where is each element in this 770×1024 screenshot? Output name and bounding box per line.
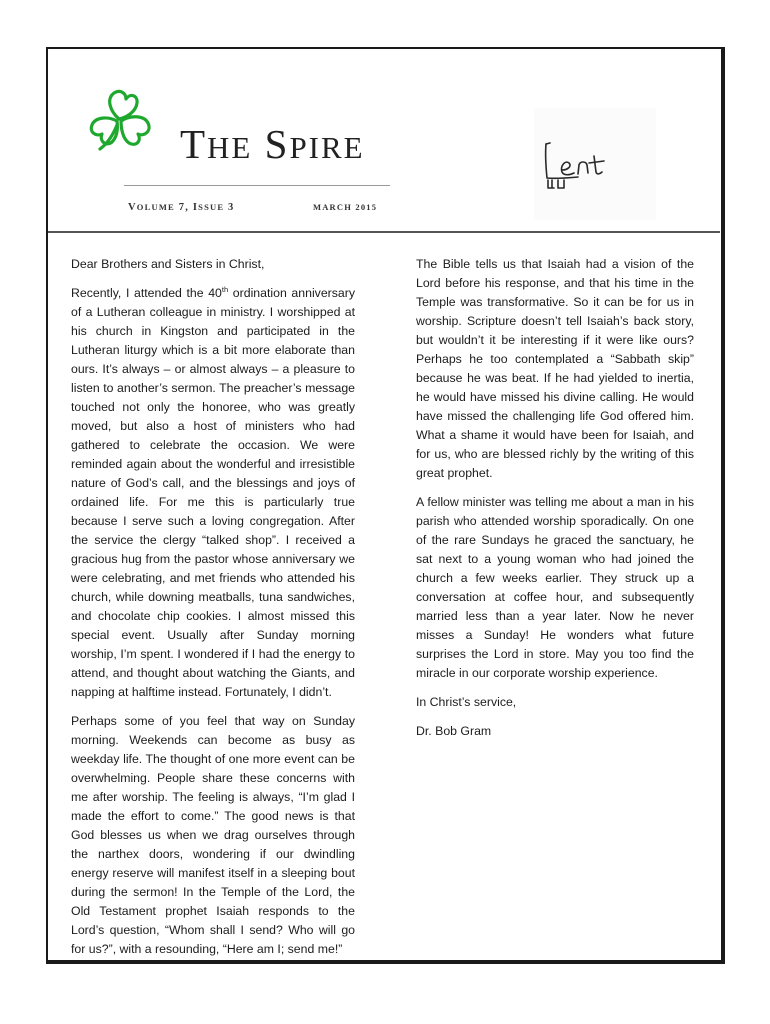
salutation: Dear Brothers and Sisters in Christ, — [71, 257, 265, 271]
letter-column-left — [71, 255, 355, 969]
paragraph-4: A fellow minister was telling me about a man in his parish who attended worship sporadically. On one of the rare Sundays he graced the sanctuary, he sat next to a young woman who had joined the church a few weeks earlier. They struck up a conversation at coffee hour, and subsequently married less than a year later. Now he never misses a Sunday! He wonders what future surprises the Lord in store. May you too find the miracle in our corporate worship experience. — [416, 495, 694, 680]
header-divider — [48, 231, 720, 233]
closing: In Christ’s service, — [416, 695, 517, 709]
shamrock-leaf-right — [121, 117, 149, 145]
paragraph-1: Recently, I attended the 40th ordination anniversary of a Lutheran colleague in ministry. I worshipped at his church in Kingston and participated in the Lutheran liturgy which is a bit more elaborate than ours. It’s always – or almost always – a pleasure to listen to another’s sermon. The preacher’s message touched not only the honoree, who was greatly moved, but also a host of ministers who had gathered to celebrate the occasion. We were reminded again about the wonderful and irresistible nature of God’s call, and the blessings and joys of ordained life. For me this is particularly true because I serve such a loving congregation. After the service the clergy “talked shop”. I received a gracious hug from the pastor whose anniversary we were celebrating, and met friends who attended his church, while downing meatballs, tuna sandwiches, and chocolate chip cookies. I almost missed this special event. Usually after Sunday morning worship, I’m spent. I wondered if I had the energy to attend, and thought about watching the Giants, and napping at halftime instead. Fortunately, I didn’t. — [71, 284, 355, 699]
masthead-divider — [124, 185, 390, 186]
shamrock-leaf-top — [110, 91, 137, 119]
issue-date: MARCH 2015 — [313, 202, 378, 212]
volume-issue: VOLUME 7, ISSUE 3 — [128, 202, 235, 213]
paragraph-2: Perhaps some of you feel that way on Sunday morning. Weekends can become as busy as weekday life. The thought of one more event can be overwhelming. People share these concerns with me after worship. The feeling is always, “I’m glad I made the effort to come.” The good news is that God blesses us when we drag ourselves through the narthex doors, wondering if our dwindling energy reserve will manifest itself in a sleeping bout during the sermon! In the Temple of the Lord, the Old Testament prophet Isaiah responds to the Lord’s question, “Whom shall I send? Who will go for us?”, with a resounding, “Here am I; send me!” — [71, 714, 355, 956]
signature: Dr. Bob Gram — [416, 724, 492, 738]
lent-sketch — [534, 108, 656, 220]
newsletter-title: THE SPIRE — [180, 121, 365, 167]
shamrock-icon — [86, 85, 158, 157]
letter-column-right — [416, 255, 694, 751]
paragraph-3: The Bible tells us that Isaiah had a vision of the Lord before his response, and that his time in the Temple was transformative. So it can be for us in worship. Scripture doesn’t tell Isaiah’s back story, but wouldn’t it be interesting if it were like ours? Perhaps he too contemplated a “Sabbath skip” because he was beat. If he had yielded to inertia, he would have missed his divine calling. He would have missed the challenging life God offered him. What a shame it would have been for Isaiah, and for us, who are blessed richly by the writing of this great prophet. — [416, 257, 694, 480]
lent-sketch-drawing — [534, 108, 656, 220]
